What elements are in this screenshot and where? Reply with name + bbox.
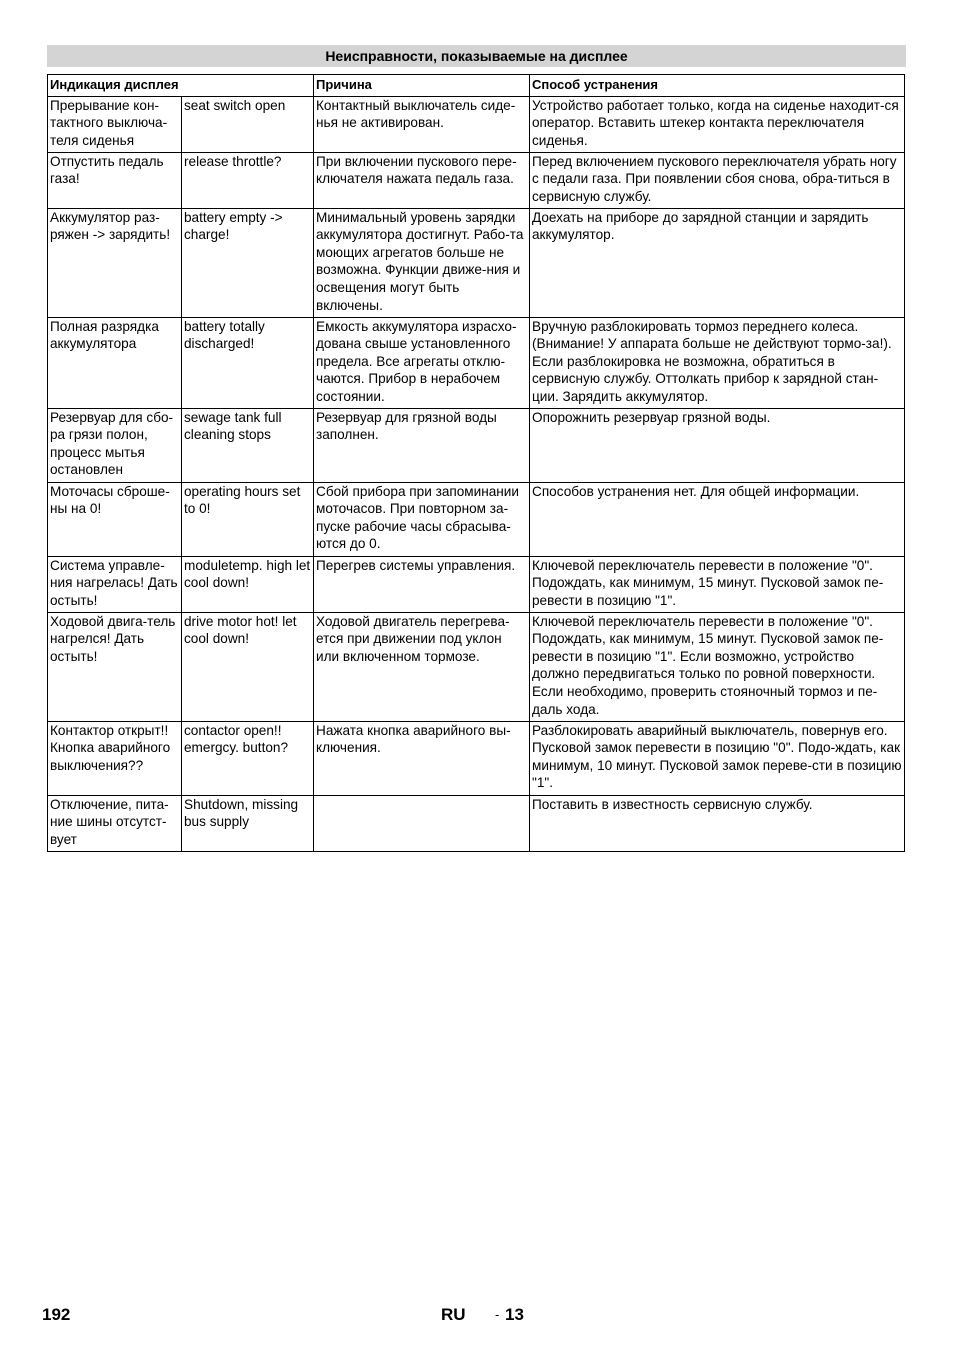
display-ru-cell: Контактор открыт!! Кнопка аварийного выключения?? (48, 721, 182, 795)
fault-table (47, 74, 905, 852)
table-row (48, 556, 905, 612)
page-separator: - (495, 1307, 500, 1322)
display-en-cell: seat switch open (182, 96, 314, 152)
remedy-cell: Доехать на приборе до зарядной станции и зарядить аккумулятор. (530, 208, 905, 317)
table-row (48, 317, 905, 408)
remedy-cell: Ключевой переключатель перевести в положение "0". Подождать, как минимум, 15 минут. Пусковой замок пе-ревести в позицию "1". Если возможно, устройство должно передвигаться только по ровной поверхности. Если необходимо, проверить стояночный тормоз и пе-даль хода. (530, 612, 905, 721)
cause-cell: Минимальный уровень зарядки аккумулятора достигнут. Рабо-та моющих агрегатов больше не возможна. Функции движе-ния и освещения могут быть включены. (314, 208, 530, 317)
language-code: RU (441, 1305, 466, 1324)
page-number: 192 (42, 1305, 71, 1324)
cause-cell: Нажата кнопка аварийного вы-ключения. (314, 721, 530, 795)
table-row (48, 612, 905, 721)
remedy-cell: Вручную разблокировать тормоз переднего колеса. (Внимание! У аппарата больше не действуют тормо-за!). Если разблокировка не возможна, обратиться в сервисную службу. Оттолкать прибор к зарядной стан-ции. Зарядить аккумулятор. (530, 317, 905, 408)
display-en-cell: Shutdown, missing bus supply (182, 795, 314, 851)
display-en-cell: battery totally discharged! (182, 317, 314, 408)
header-cause: Причина (314, 75, 530, 97)
remedy-cell: Ключевой переключатель перевести в положение "0". Подождать, как минимум, 15 минут. Пусковой замок пе-ревести в позицию "1". (530, 556, 905, 612)
display-ru-cell: Отпустить педаль газа! (48, 152, 182, 208)
display-ru-cell: Аккумулятор раз-ряжен -> зарядить! (48, 208, 182, 317)
cause-cell: Ходовой двигатель перегрева-ется при движении под уклон или включенном тормозе. (314, 612, 530, 721)
cause-cell: Емкость аккумулятора израсхо-дована свыше установленного предела. Все агрегаты отклю-чаются. Прибор в нерабочем состоянии. (314, 317, 530, 408)
display-ru-cell: Моточасы сброше-ны на 0! (48, 482, 182, 556)
cause-cell: Контактный выключатель сиде-нья не активирован. (314, 96, 530, 152)
display-en-cell: operating hours set to 0! (182, 482, 314, 556)
display-en-cell: contactor open!! emergcy. button? (182, 721, 314, 795)
cause-cell: Перегрев системы управления. (314, 556, 530, 612)
display-ru-cell: Резервуар для сбо-ра грязи полон, процесс мытья остановлен (48, 408, 182, 482)
display-en-cell: release throttle? (182, 152, 314, 208)
display-en-cell: sewage tank full cleaning stops (182, 408, 314, 482)
display-en-cell: drive motor hot! let cool down! (182, 612, 314, 721)
cause-cell: Резервуар для грязной воды заполнен. (314, 408, 530, 482)
remedy-cell: Поставить в известность сервисную службу. (530, 795, 905, 851)
display-ru-cell: Полная разрядка аккумулятора (48, 317, 182, 408)
cause-cell (314, 795, 530, 851)
remedy-cell: Перед включением пускового переключателя убрать ногу с педали газа. При появлении сбоя снова, обра-титься в сервисную службу. (530, 152, 905, 208)
remedy-cell: Опорожнить резервуар грязной воды. (530, 408, 905, 482)
remedy-cell: Способов устранения нет. Для общей информации. (530, 482, 905, 556)
display-ru-cell: Ходовой двига-тель нагрелся! Дать остыть! (48, 612, 182, 721)
table-row (48, 96, 905, 152)
display-ru-cell: Система управле-ния нагрелась! Дать остыть! (48, 556, 182, 612)
remedy-cell: Устройство работает только, когда на сиденье находит-ся оператор. Вставить штекер контакта переключателя сиденья. (530, 96, 905, 152)
remedy-cell: Разблокировать аварийный выключатель, повернув его. Пусковой замок перевести в позицию "0". Подо-ждать, как минимум, 10 минут. Пусковой замок переве-сти в позицию "1". (530, 721, 905, 795)
display-en-cell: moduletemp. high let cool down! (182, 556, 314, 612)
table-header-row (48, 75, 905, 97)
table-row (48, 795, 905, 851)
table-row (48, 208, 905, 317)
header-remedy: Способ устранения (530, 75, 905, 97)
section-page-number: 13 (505, 1305, 524, 1324)
table-row (48, 482, 905, 556)
display-ru-cell: Отключение, пита-ние шины отсутст-вует (48, 795, 182, 851)
section-title: Неисправности, показываемые на дисплее (47, 45, 906, 67)
cause-cell: Сбой прибора при запоминании моточасов. При повторном за-пуске рабочие часы сбрасыва-ются до 0. (314, 482, 530, 556)
display-ru-cell: Прерывание кон-тактного выключа-теля сиденья (48, 96, 182, 152)
display-en-cell: battery empty -> charge! (182, 208, 314, 317)
table-row (48, 152, 905, 208)
table-row (48, 721, 905, 795)
cause-cell: При включении пускового пере-ключателя нажата педаль газа. (314, 152, 530, 208)
header-display: Индикация дисплея (48, 75, 314, 97)
table-row (48, 408, 905, 482)
